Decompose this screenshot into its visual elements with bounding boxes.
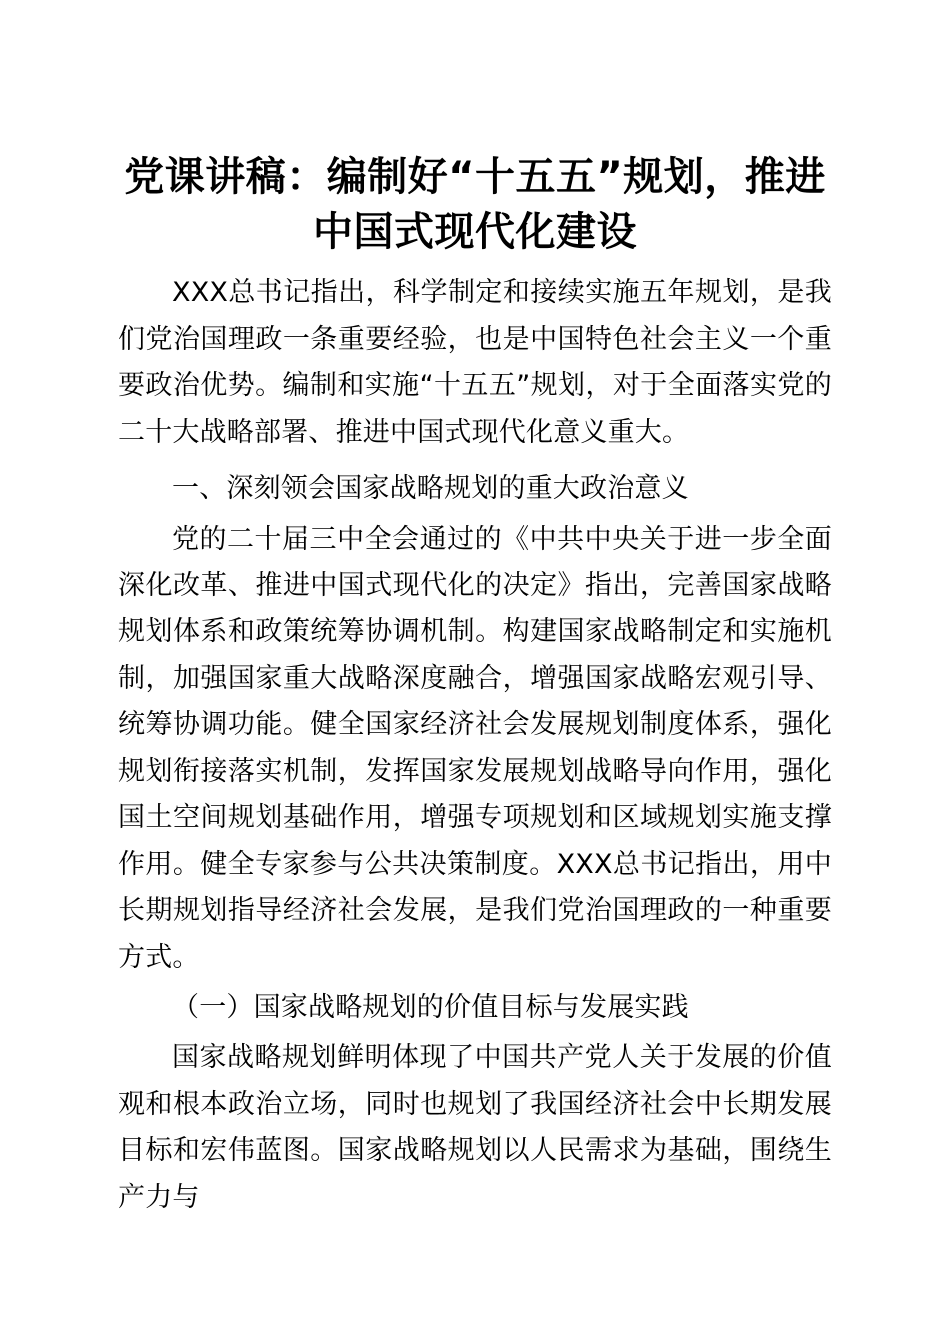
paragraph-section-one-body: 党的二十届三中全会通过的《中共中央关于进一步全面深化改革、推进中国式现代化的决定》指出，完善国家战略规划体系和政策统筹协调机制。构建国家战略制定和实施机制，加强国家重大战略深度融合，增强国家战略宏观引导、统筹协调功能。健全国家经济社会发展规划制度体系，强化规划衔接落实机制，发挥国家发展规划战略导向作用，强化国土空间规划基础作用，增强专项规划和区域规划实施支撑作用。健全专家参与公共决策制度。XXX总书记指出，用中长期规划指导经济社会发展，是我们党治国理政的一种重要方式。 <box>118 523 832 973</box>
page-title: 党课讲稿：编制好“十五五”规划，推进中国式现代化建设 <box>124 154 826 256</box>
paragraph-intro: XXX总书记指出，科学制定和接续实施五年规划，是我们党治国理政一条重要经验，也是中国特色社会主义一个重要政治优势。编制和实施“十五五”规划，对于全面落实党的二十大战略部署、推进中国式现代化意义重大。 <box>118 277 832 448</box>
subsection-heading-one-a: （一）国家战略规划的价值目标与发展实践 <box>172 991 689 1023</box>
section-heading-one: 一、深刻领会国家战略规划的重大政治意义 <box>172 473 689 505</box>
paragraph-subsection-one-a-body: 国家战略规划鲜明体现了中国共产党人关于发展的价值观和根本政治立场，同时也规划了我国经济社会中长期发展目标和宏伟蓝图。国家战略规划以人民需求为基础，围绕生产力与 <box>118 1042 832 1213</box>
